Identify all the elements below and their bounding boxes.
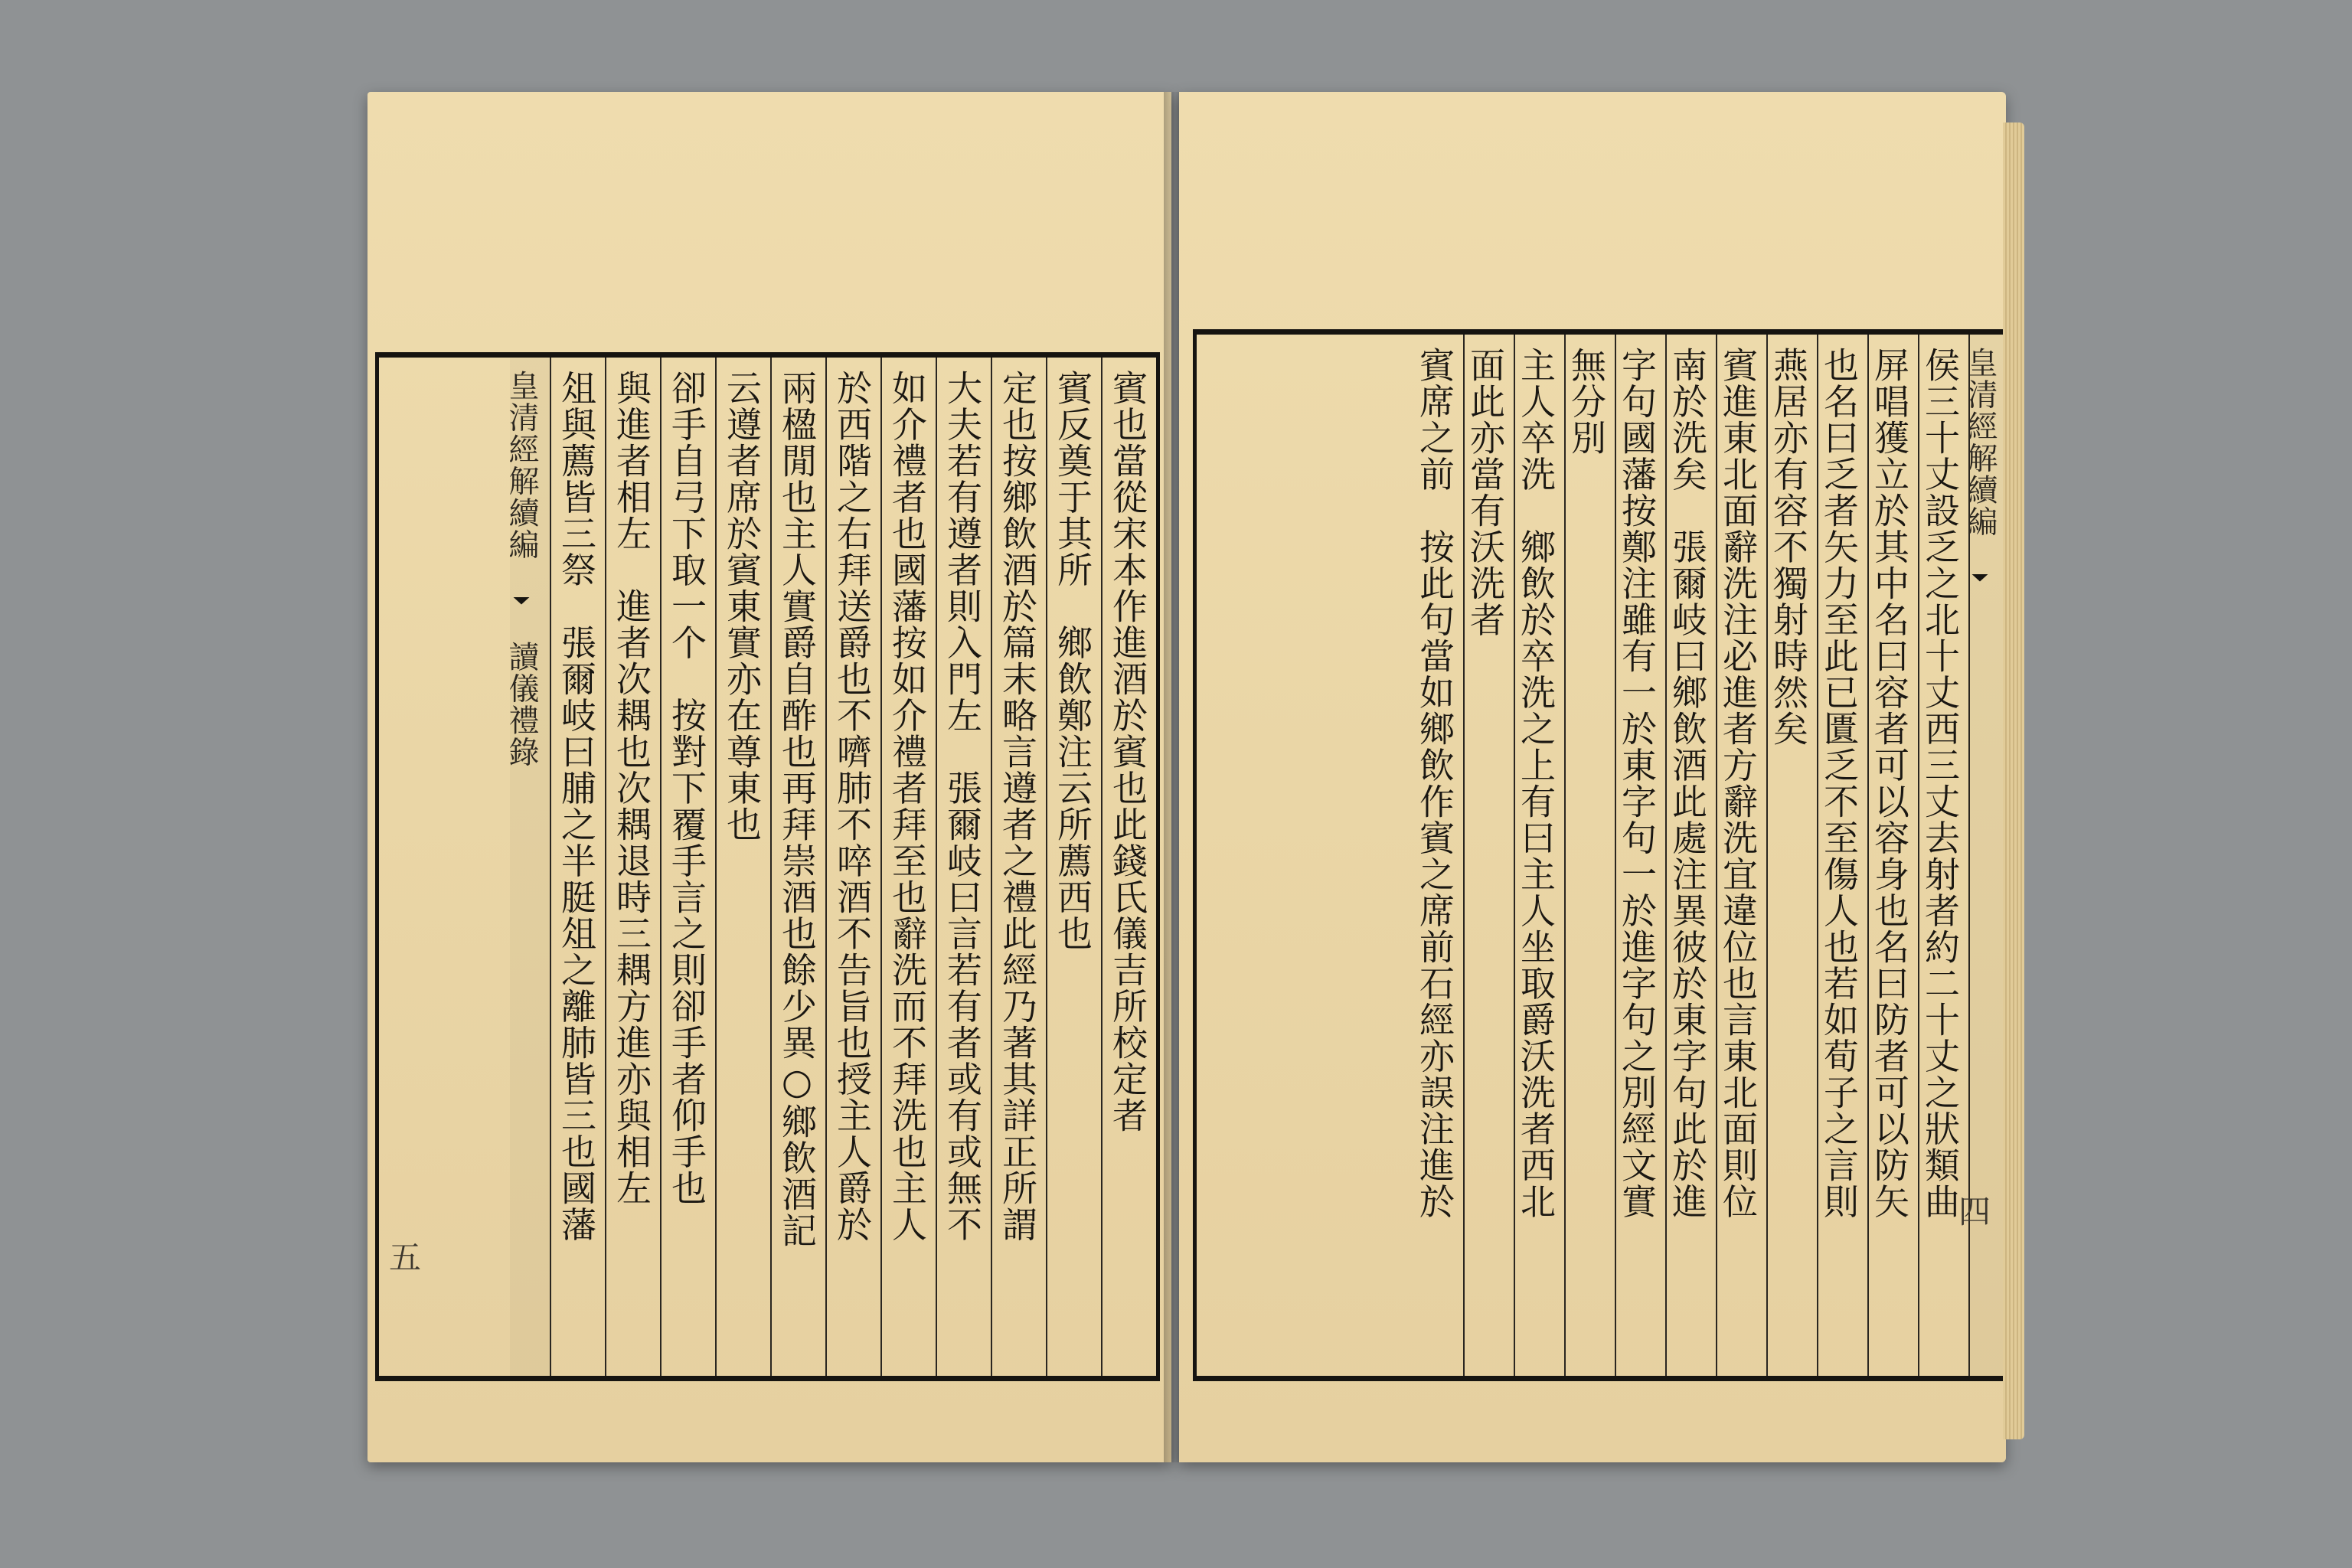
left-text-column: 於西階之右拜送爵也不嚌肺不啐酒不告旨也授主人爵於 xyxy=(825,358,880,1376)
right-folio: 四 xyxy=(1954,1194,1991,1227)
left-text-column: 定也按鄉飲酒於篇末略言遵者之禮此經乃著其詳正所謂 xyxy=(991,358,1046,1376)
left-margin-title xyxy=(504,358,550,1376)
left-margin-title-text: 皇清經解續編 xyxy=(504,370,539,560)
right-text-column: 燕居亦有容不獨射時然矣 xyxy=(1766,335,1817,1376)
fishtail-mark-icon xyxy=(1971,574,1988,582)
left-text-column: 賓也當從宋本作進酒於賓也此錢氏儀吉所校定者 xyxy=(1101,358,1156,1376)
left-section-title: 讀儀禮錄 xyxy=(504,641,539,768)
left-columns xyxy=(379,358,1156,1376)
left-text-column: 俎與薦皆三祭 張爾岐曰脯之半脡俎之離肺皆三也國藩 xyxy=(550,358,605,1376)
right-text-column: 主人卒洗 鄉飲於卒洗之上有曰主人坐取爵沃洗者西北 xyxy=(1514,335,1564,1376)
right-text-column: 賓進東北面辭洗注必進者方辭洗宜違位也言東北面則位 xyxy=(1716,335,1766,1376)
right-text-frame xyxy=(1193,329,2012,1381)
left-folio: 五 xyxy=(384,1240,422,1272)
left-text-column: 與進者相左 進者次耦也次耦退時三耦方進亦與相左 xyxy=(605,358,660,1376)
right-text-column: 屏唱獲立於其中名曰容者可以容身也名曰防者可以防矢 xyxy=(1867,335,1918,1376)
right-text-column: 面此亦當有沃洗者 xyxy=(1463,335,1514,1376)
right-text-column: 賓席之前 按此句當如鄉飲作賓之席前石經亦誤注進於 xyxy=(1414,347,1455,1220)
right-margin-title-text: 皇清經解續編 xyxy=(1962,347,1998,537)
right-text-column: 侯三十丈設乏之北十丈西三丈去射者約二十丈之狀類曲 xyxy=(1918,335,1968,1376)
right-text-column: 南於洗矣 張爾岐曰鄉飲酒此處注異彼於東字句此於進 xyxy=(1665,335,1716,1376)
right-text-column: 無分別 xyxy=(1564,335,1615,1376)
right-page xyxy=(1179,92,2006,1462)
right-columns xyxy=(1197,335,2008,1376)
page-edges xyxy=(2003,122,2024,1439)
left-text-column: 如介禮者也國藩按如介禮者拜至也辭洗而不拜洗也主人 xyxy=(880,358,936,1376)
right-text-column: 字句國藩按鄭注雖有一於東字句一於進字句之別經文實 xyxy=(1615,335,1665,1376)
left-text-column: 兩楹閒也主人實爵自酢也再拜崇酒也餘少異○鄉飲酒記 xyxy=(770,358,825,1376)
fishtail-mark-icon xyxy=(513,597,530,605)
left-text-frame xyxy=(375,352,1160,1381)
left-text-column: 賓反奠于其所 鄉飲鄭注云所薦西也 xyxy=(1046,358,1101,1376)
left-text-column: 卻手自弓下取一个 按對下覆手言之則卻手者仰手也 xyxy=(660,358,715,1376)
left-page xyxy=(368,92,1171,1462)
right-text-column: 也名曰乏者矢力至此已匱乏不至傷人也若如荀子之言則 xyxy=(1817,335,1867,1376)
left-text-column: 云遵者席於賓東實亦在尊東也 xyxy=(715,358,770,1376)
left-text-column: 大夫若有遵者則入門左 張爾岐曰言若有者或有或無不 xyxy=(936,358,991,1376)
open-book xyxy=(368,92,2014,1485)
